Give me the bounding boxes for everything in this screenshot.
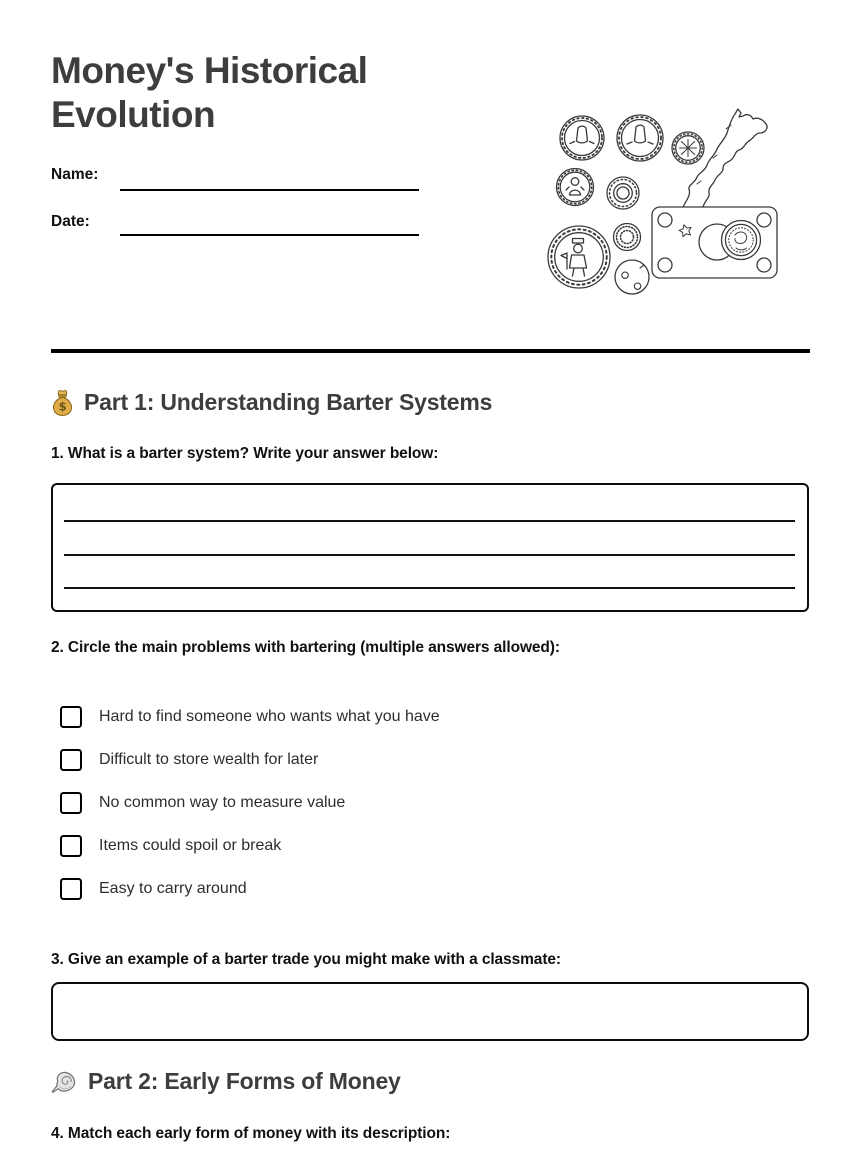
money-bag-icon <box>51 389 74 416</box>
name-field-label: Name: <box>51 166 99 183</box>
part1-heading <box>51 389 492 416</box>
checkbox[interactable] <box>60 749 82 771</box>
checkbox[interactable] <box>60 835 82 857</box>
option-label: Easy to carry around <box>99 880 247 897</box>
part2-heading <box>51 1068 401 1095</box>
q2-option-row <box>60 790 345 816</box>
q2-option-row <box>60 747 318 773</box>
writing-line <box>64 587 795 589</box>
section-divider <box>51 349 810 353</box>
q2-option-row <box>60 833 281 859</box>
spiral-shell-icon <box>51 1069 78 1094</box>
writing-line <box>64 554 795 556</box>
part2-heading-text: Part 2: Early Forms of Money <box>88 1068 401 1094</box>
option-label: No common way to measure value <box>99 794 346 811</box>
q1-answer-box[interactable] <box>51 483 809 612</box>
option-label: Items could spoil or break <box>99 837 282 854</box>
q3-answer-box[interactable] <box>51 982 809 1041</box>
q1-label: 1. What is a barter system? Write your answer below: <box>51 445 439 462</box>
page-title: Money's Historical Evolution <box>51 50 368 135</box>
coins-banknote-illustration <box>545 103 810 308</box>
option-label: Difficult to store wealth for later <box>99 751 319 768</box>
part1-heading-text: Part 1: Understanding Barter Systems <box>84 389 493 415</box>
writing-line <box>64 520 795 522</box>
q2-option-row <box>60 704 440 730</box>
option-label: Hard to find someone who wants what you have <box>99 708 440 725</box>
q3-label: 3. Give an example of a barter trade you might make with a classmate: <box>51 951 561 968</box>
checkbox[interactable] <box>60 706 82 728</box>
date-input-line[interactable] <box>120 234 419 236</box>
q2-option-row <box>60 876 247 902</box>
name-input-line[interactable] <box>120 189 419 191</box>
q4-label: 4. Match each early form of money with its description: <box>51 1125 451 1142</box>
date-field-label: Date: <box>51 213 90 230</box>
checkbox[interactable] <box>60 792 82 814</box>
svg-text:$: $ <box>58 399 67 414</box>
q2-label: 2. Circle the main problems with bartering (multiple answers allowed): <box>51 639 560 656</box>
checkbox[interactable] <box>60 878 82 900</box>
